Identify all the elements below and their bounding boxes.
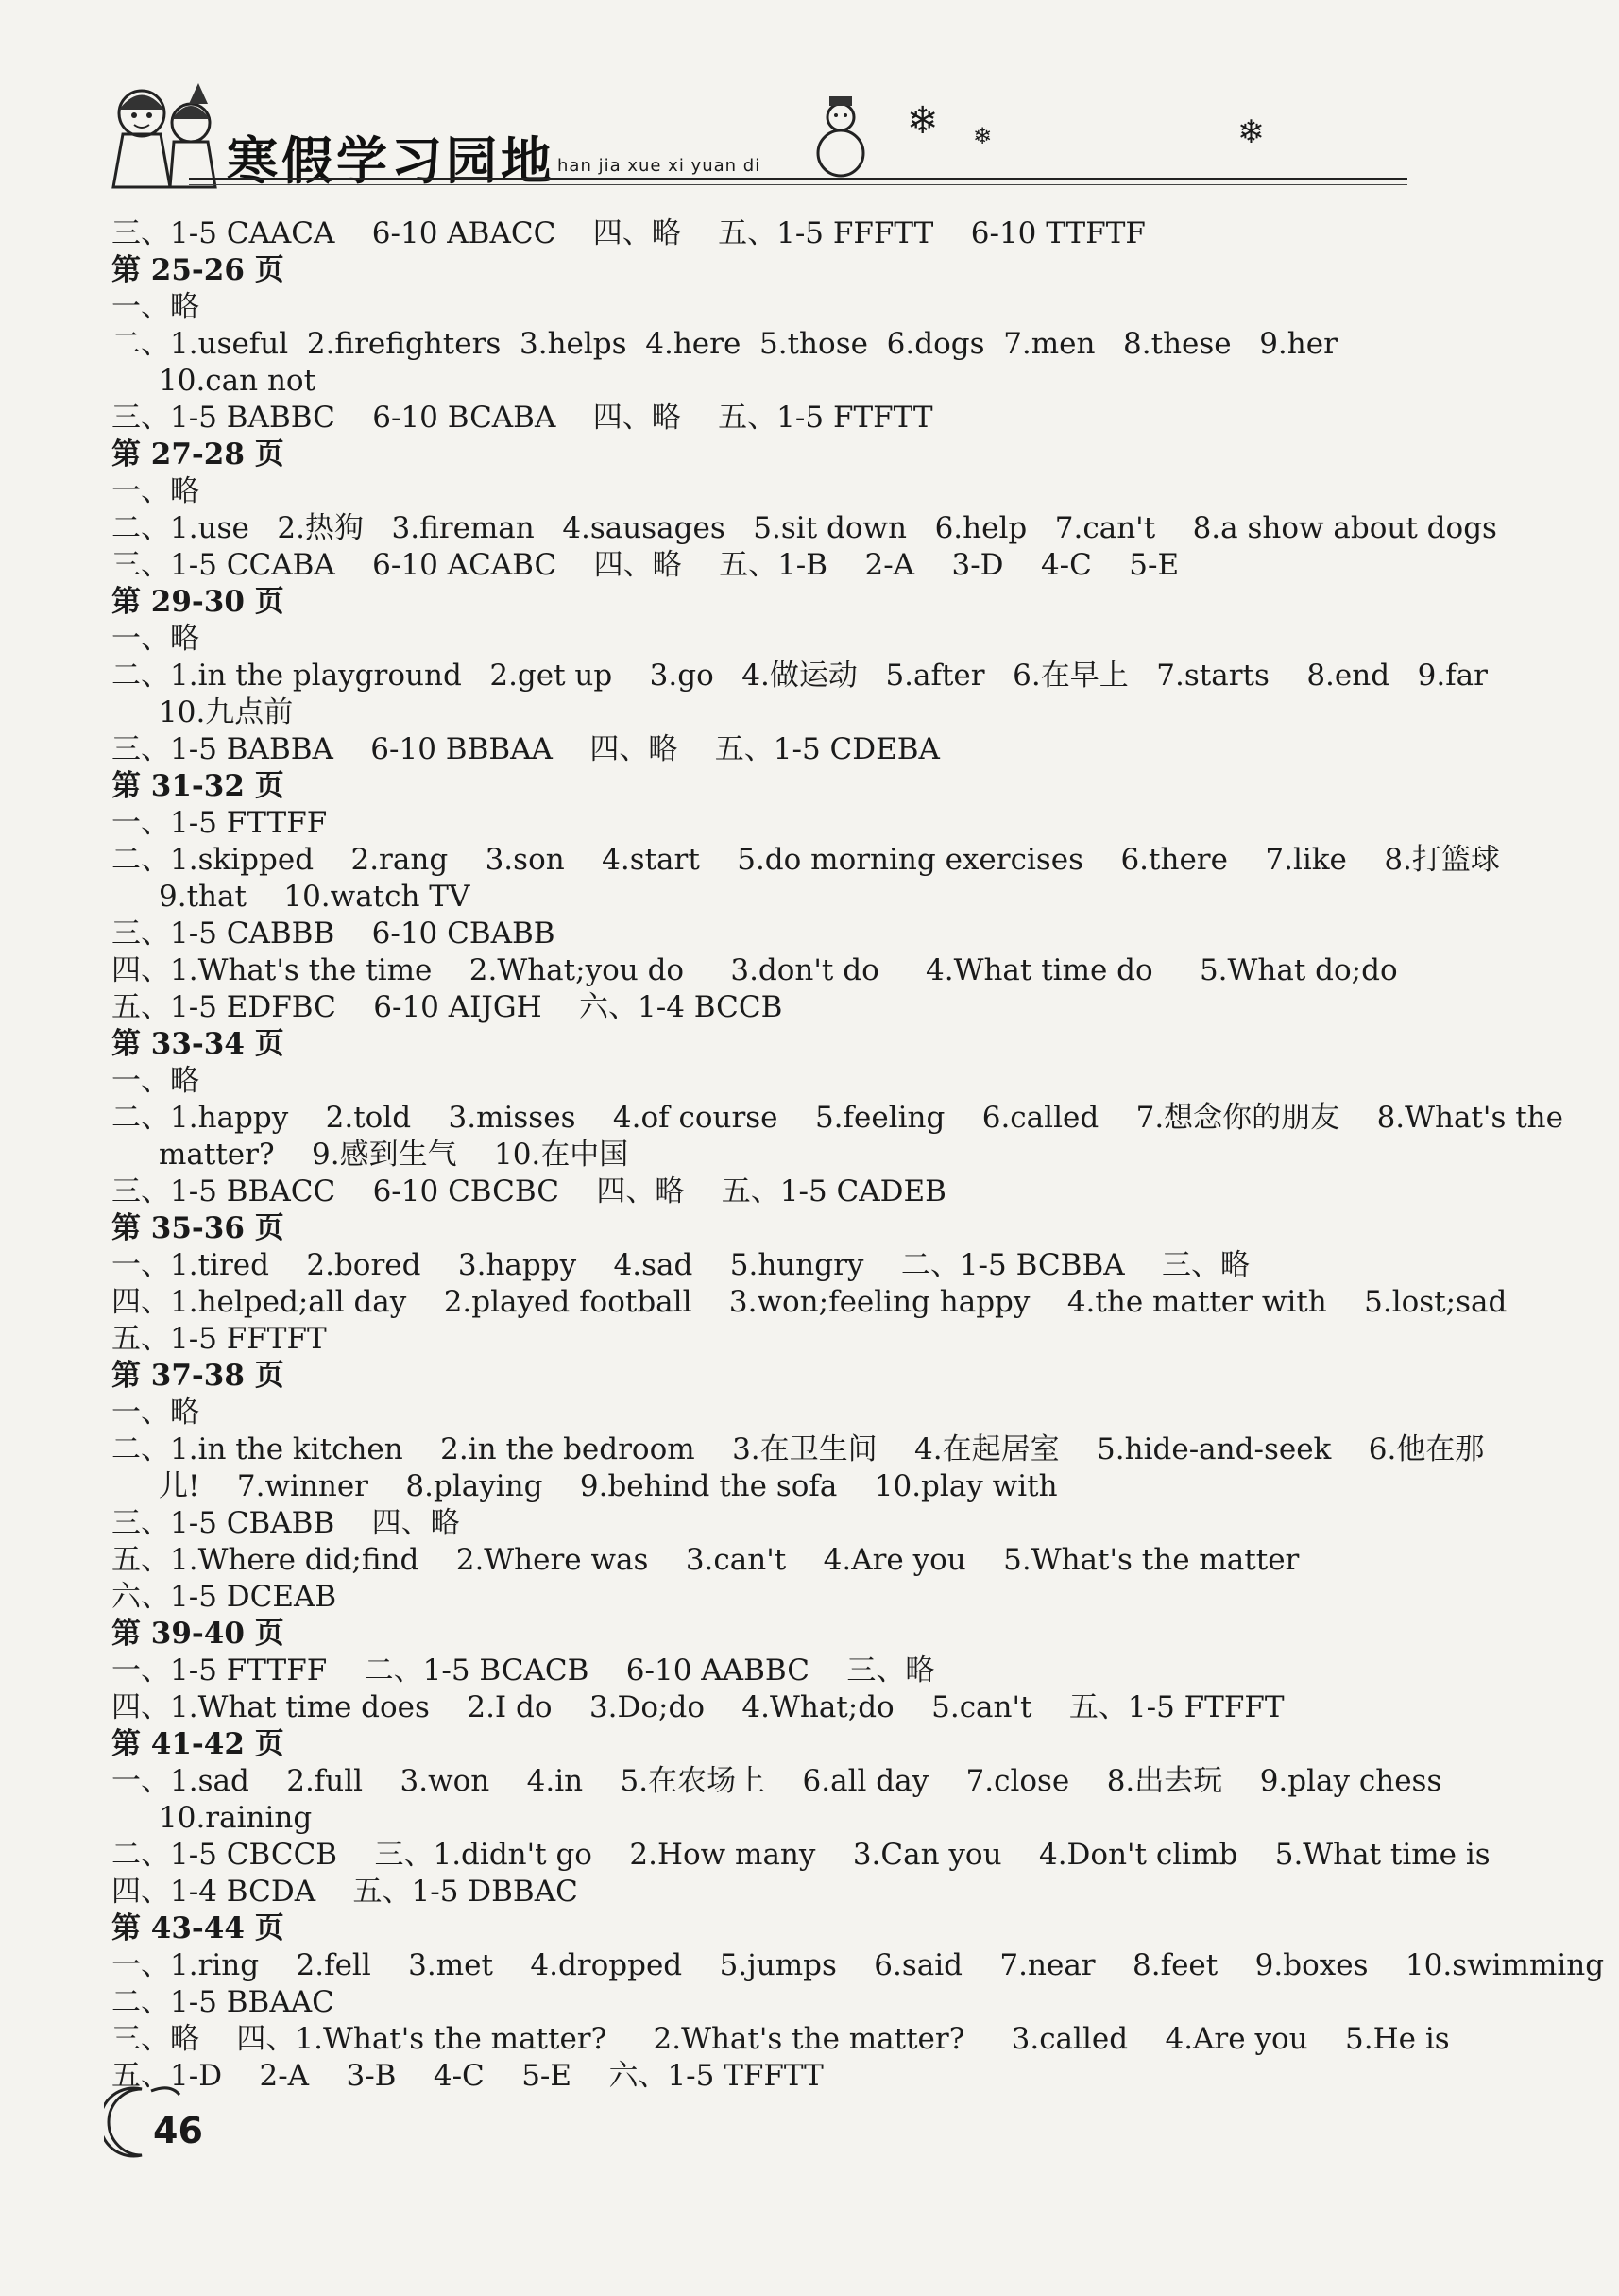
answer-line: 四、1-4 BCDA 五、1-5 DBBAC [111,1875,578,1909]
header-divider [189,178,1407,180]
snowflake-icon: ❄ [907,99,939,143]
answer-line: 一、1-5 FTTFF 二、1-5 BCACB 6-10 AABBC 三、略 [111,1653,935,1688]
answer-line: 一、略 [111,622,199,656]
answer-line: 一、1.tired 2.bored 3.happy 4.sad 5.hungry 二、1-5 BCBBA 三、略 [111,1248,1251,1282]
answer-line: 二、1.skipped 2.rang 3.son 4.start 5.do morning exercises 6.there 7.like 8.打篮球 [111,843,1500,877]
answer-line: 五、1-5 FFTFT [111,1322,327,1356]
page-number: 46 [153,2110,203,2151]
answer-line: 9.that 10.watch TV [159,880,470,914]
answer-line: 三、1-5 BBACC 6-10 CBCBC 四、略 五、1-5 CADEB [111,1174,946,1208]
children-illustration-icon [104,76,227,194]
section-heading: 第 31-32 页 [111,769,284,803]
snowflake-icon: ❄ [1237,113,1265,151]
answer-line: 三、1-5 BABBA 6-10 BBBAA 四、略 五、1-5 CDEBA [111,732,940,766]
section-heading: 第 35-36 页 [111,1211,284,1245]
answer-line: 一、略 [111,1396,199,1430]
answer-line: 二、1.use 2.热狗 3.fireman 4.sausages 5.sit down 6.help 7.can't 8.a show about dogs [111,511,1497,545]
answer-line: 二、1.useful 2.firefighters 3.helps 4.here 5.those 6.dogs 7.men 8.these 9.her [111,327,1338,361]
header-title: 寒假学习园地 [227,131,555,191]
answer-line: 四、1.What time does 2.I do 3.Do;do 4.What;do 5.can't 五、1-5 FTFFT [111,1690,1285,1724]
answer-line: 三、1-5 CAACA 6-10 ABACC 四、略 五、1-5 FFFTT 6-10 TTFTF [111,216,1146,250]
page-header [104,76,1407,198]
answer-line: 10.can not [159,364,316,398]
answer-line: 四、1.What's the time 2.What;you do 3.don't do 4.What time do 5.What do;do [111,953,1398,987]
answer-line: 六、1-5 DCEAB [111,1580,337,1614]
answer-line: 一、略 [111,290,199,324]
answer-line: 10.raining [159,1801,313,1835]
section-heading: 第 43-44 页 [111,1911,284,1945]
answer-line: 五、1.Where did;find 2.Where was 3.can't 4.Are you 5.What's the matter [111,1543,1300,1577]
answer-line: 儿! 7.winner 8.playing 9.behind the sofa 10.play with [159,1469,1058,1503]
header-divider [189,184,1407,185]
section-heading: 第 33-34 页 [111,1027,284,1061]
section-heading: 第 29-30 页 [111,585,284,619]
answer-line: 三、略 四、1.What's the matter? 2.What's the matter? 3.called 4.Are you 5.He is [111,2022,1450,2056]
section-heading: 第 39-40 页 [111,1617,284,1651]
section-heading: 第 41-42 页 [111,1727,284,1761]
answer-line: 五、1-5 EDFBC 6-10 AIJGH 六、1-4 BCCB [111,990,783,1024]
header-pinyin: han jia xue xi yuan di [557,156,761,176]
answer-line: 二、1-5 BBAAC [111,1985,334,2019]
answer-line: 一、略 [111,474,199,508]
answer-line: 三、1-5 BABBC 6-10 BCABA 四、略 五、1-5 FTFTT [111,401,933,435]
answer-line: 二、1.in the kitchen 2.in the bedroom 3.在卫生间 4.在起居室 5.hide-and-seek 6.他在那 [111,1432,1485,1466]
answer-line: 10.九点前 [159,695,294,729]
answer-key-body [111,215,1605,2095]
section-heading: 第 25-26 页 [111,253,284,287]
answer-line: 二、1-5 CBCCB 三、1.didn't go 2.How many 3.Can you 4.Don't climb 5.What time is [111,1838,1491,1872]
answer-line: 二、1.happy 2.told 3.misses 4.of course 5.feeling 6.called 7.想念你的朋友 8.What's the [111,1101,1563,1135]
answer-line: 五、1-D 2-A 3-B 4-C 5-E 六、1-5 TFFTT [111,2059,824,2093]
answer-line: 一、1-5 FTTFF [111,806,328,840]
page-number-badge [104,2083,208,2159]
answer-line: 三、1-5 CABBB 6-10 CBABB [111,917,555,951]
snowflake-icon: ❄ [973,123,993,149]
answer-line: matter? 9.感到生气 10.在中国 [159,1138,629,1172]
section-heading: 第 37-38 页 [111,1359,284,1393]
answer-line: 一、略 [111,1064,199,1098]
snowman-icon [803,94,878,180]
answer-line: 三、1-5 CCABA 6-10 ACABC 四、略 五、1-B 2-A 3-D 4-C 5-E [111,548,1180,582]
answer-line: 一、1.sad 2.full 3.won 4.in 5.在农场上 6.all day 7.close 8.出去玩 9.play chess [111,1764,1442,1798]
answer-line: 三、1-5 CBABB 四、略 [111,1506,460,1540]
section-heading: 第 27-28 页 [111,437,284,471]
answer-line: 四、1.helped;all day 2.played football 3.won;feeling happy 4.the matter with 5.lost;sad [111,1285,1508,1319]
answer-line: 一、1.ring 2.fell 3.met 4.dropped 5.jumps 6.said 7.near 8.feet 9.boxes 10.swimming [111,1948,1605,1982]
answer-line: 二、1.in the playground 2.get up 3.go 4.做运动 5.after 6.在早上 7.starts 8.end 9.far [111,659,1488,693]
